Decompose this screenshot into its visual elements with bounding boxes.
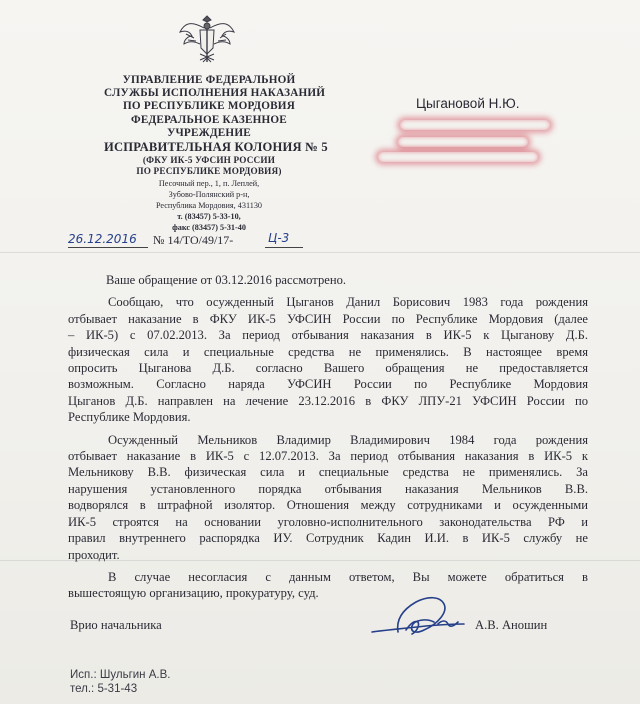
- paper-crease: [0, 252, 640, 253]
- body-line: проходит.: [68, 547, 120, 562]
- body-line: нарушения установленного порядка отбывания наказания Мельников В.В.: [68, 481, 588, 496]
- body-line: Цыганов Д.Б. направлен на лечение 23.12.2016 в ФКУ ЛПУ-21 УФСИН России по: [68, 393, 588, 408]
- letter-body: [68, 272, 588, 602]
- org-line: ФЕДЕРАЛЬНОЕ КАЗЕННОЕ: [131, 113, 287, 126]
- address-line: Зубово-Полянский р-н,: [168, 190, 250, 199]
- sender-organization: [104, 74, 328, 177]
- body-line: возможным. Согласно наряда УФСИН России по Республике Мордовия: [68, 377, 588, 392]
- recipient-name: Цыгановой Н.Ю.: [416, 96, 520, 111]
- body-line: Мельникову В.В. физическая сила и специальные средства не применялись. За: [68, 465, 588, 480]
- body-line: Республике Мордовия.: [68, 410, 191, 425]
- redacted-address: [398, 137, 528, 147]
- redacted-address: [378, 152, 538, 162]
- colony-abbr: ПО РЕСПУБЛИКЕ МОРДОВИЯ): [136, 165, 282, 176]
- body-paragraph: [68, 432, 588, 563]
- address-line: Республика Мордовия, 431130: [155, 201, 263, 210]
- body-line: Осужденный Мельников Владимир Владимирович 1984 года рождения: [108, 432, 588, 447]
- body-paragraph: [68, 569, 588, 602]
- body-line: отбывает наказание в ИК-5 с 12.07.2013. За период отбывания наказания в ИК-5 к: [68, 449, 588, 464]
- body-line: – ИК-5) с 07.02.2013. За период отбывания наказания в ИК-5 к Цыганову Д.Б.: [68, 328, 588, 343]
- reg-number-handwritten: Ц-3: [268, 231, 290, 245]
- redacted-address: [400, 120, 550, 130]
- colony-name: ИСПРАВИТЕЛЬНАЯ КОЛОНИЯ № 5: [104, 140, 328, 155]
- body-line: правил внутреннего распорядка ИУ. Сотрудник Кадин И.И. в ИК-5 службу не: [68, 531, 588, 546]
- fsin-emblem-icon: [178, 10, 236, 66]
- address-line: Песочный пер., 1, п. Леплей,: [158, 179, 260, 188]
- signatory-name: А.В. Аношин: [475, 618, 548, 632]
- executor-name: Исп.: Шульгин А.В.: [70, 669, 171, 681]
- reg-date-line: [68, 247, 148, 248]
- body-line: водворялся в штрафной изолятор. Отношения между сотрудниками и осужденными: [68, 498, 588, 513]
- reg-number-prefix: № 14/ТО/49/17-: [153, 233, 234, 247]
- body-line: Сообщаю, что осужденный Цыганов Данил Борисович 1983 года рождения: [108, 295, 588, 310]
- signatory-position: Врио начальника: [70, 618, 162, 632]
- reg-date: 26.12.2016: [68, 232, 137, 246]
- body-intro: Ваше обращение от 03.12.2016 рассмотрено.: [106, 273, 347, 287]
- fax-line: факс (83457) 5-31-40: [172, 223, 246, 232]
- body-line: ИК-5 строятся на основании уголовно-исполнительного законодательства РФ и: [68, 514, 588, 529]
- executor-phone: тел.: 5-31-43: [70, 683, 138, 695]
- body-line: В случае несогласия с данным ответом, Вы можете обратиться в: [108, 569, 588, 584]
- sender-address: [104, 178, 314, 233]
- org-line: СЛУЖБЫ ИСПОЛНЕНИЯ НАКАЗАНИЙ: [104, 87, 326, 100]
- phone-line: т. (83457) 5-33-10,: [177, 212, 241, 221]
- reg-number: [153, 233, 233, 248]
- reg-number-line: [265, 247, 303, 248]
- colony-abbr: (ФКУ ИК-5 УФСИН РОССИИ: [142, 154, 276, 165]
- body-line: опросить Цыганова Д.Б. согласно Вашего обращения не предоставляется: [68, 361, 588, 376]
- body-line: отбывает наказание в ФКУ ИК-5 УФСИН России по Республике Мордовия (далее: [68, 311, 588, 326]
- body-paragraph: [68, 294, 588, 425]
- org-line: УЧРЕЖДЕНИЕ: [167, 126, 251, 139]
- body-line: физическая сила и специальные средства не применялись. В настоящее время: [68, 344, 588, 359]
- executor-block: [70, 668, 170, 696]
- body-line: вышестоящую организацию, прокуратуру, суд.: [68, 586, 319, 601]
- org-line: ПО РЕСПУБЛИКЕ МОРДОВИЯ: [123, 100, 295, 113]
- handwritten-signature-icon: [368, 590, 478, 646]
- org-line: УПРАВЛЕНИЕ ФЕДЕРАЛЬНОЙ: [122, 74, 296, 86]
